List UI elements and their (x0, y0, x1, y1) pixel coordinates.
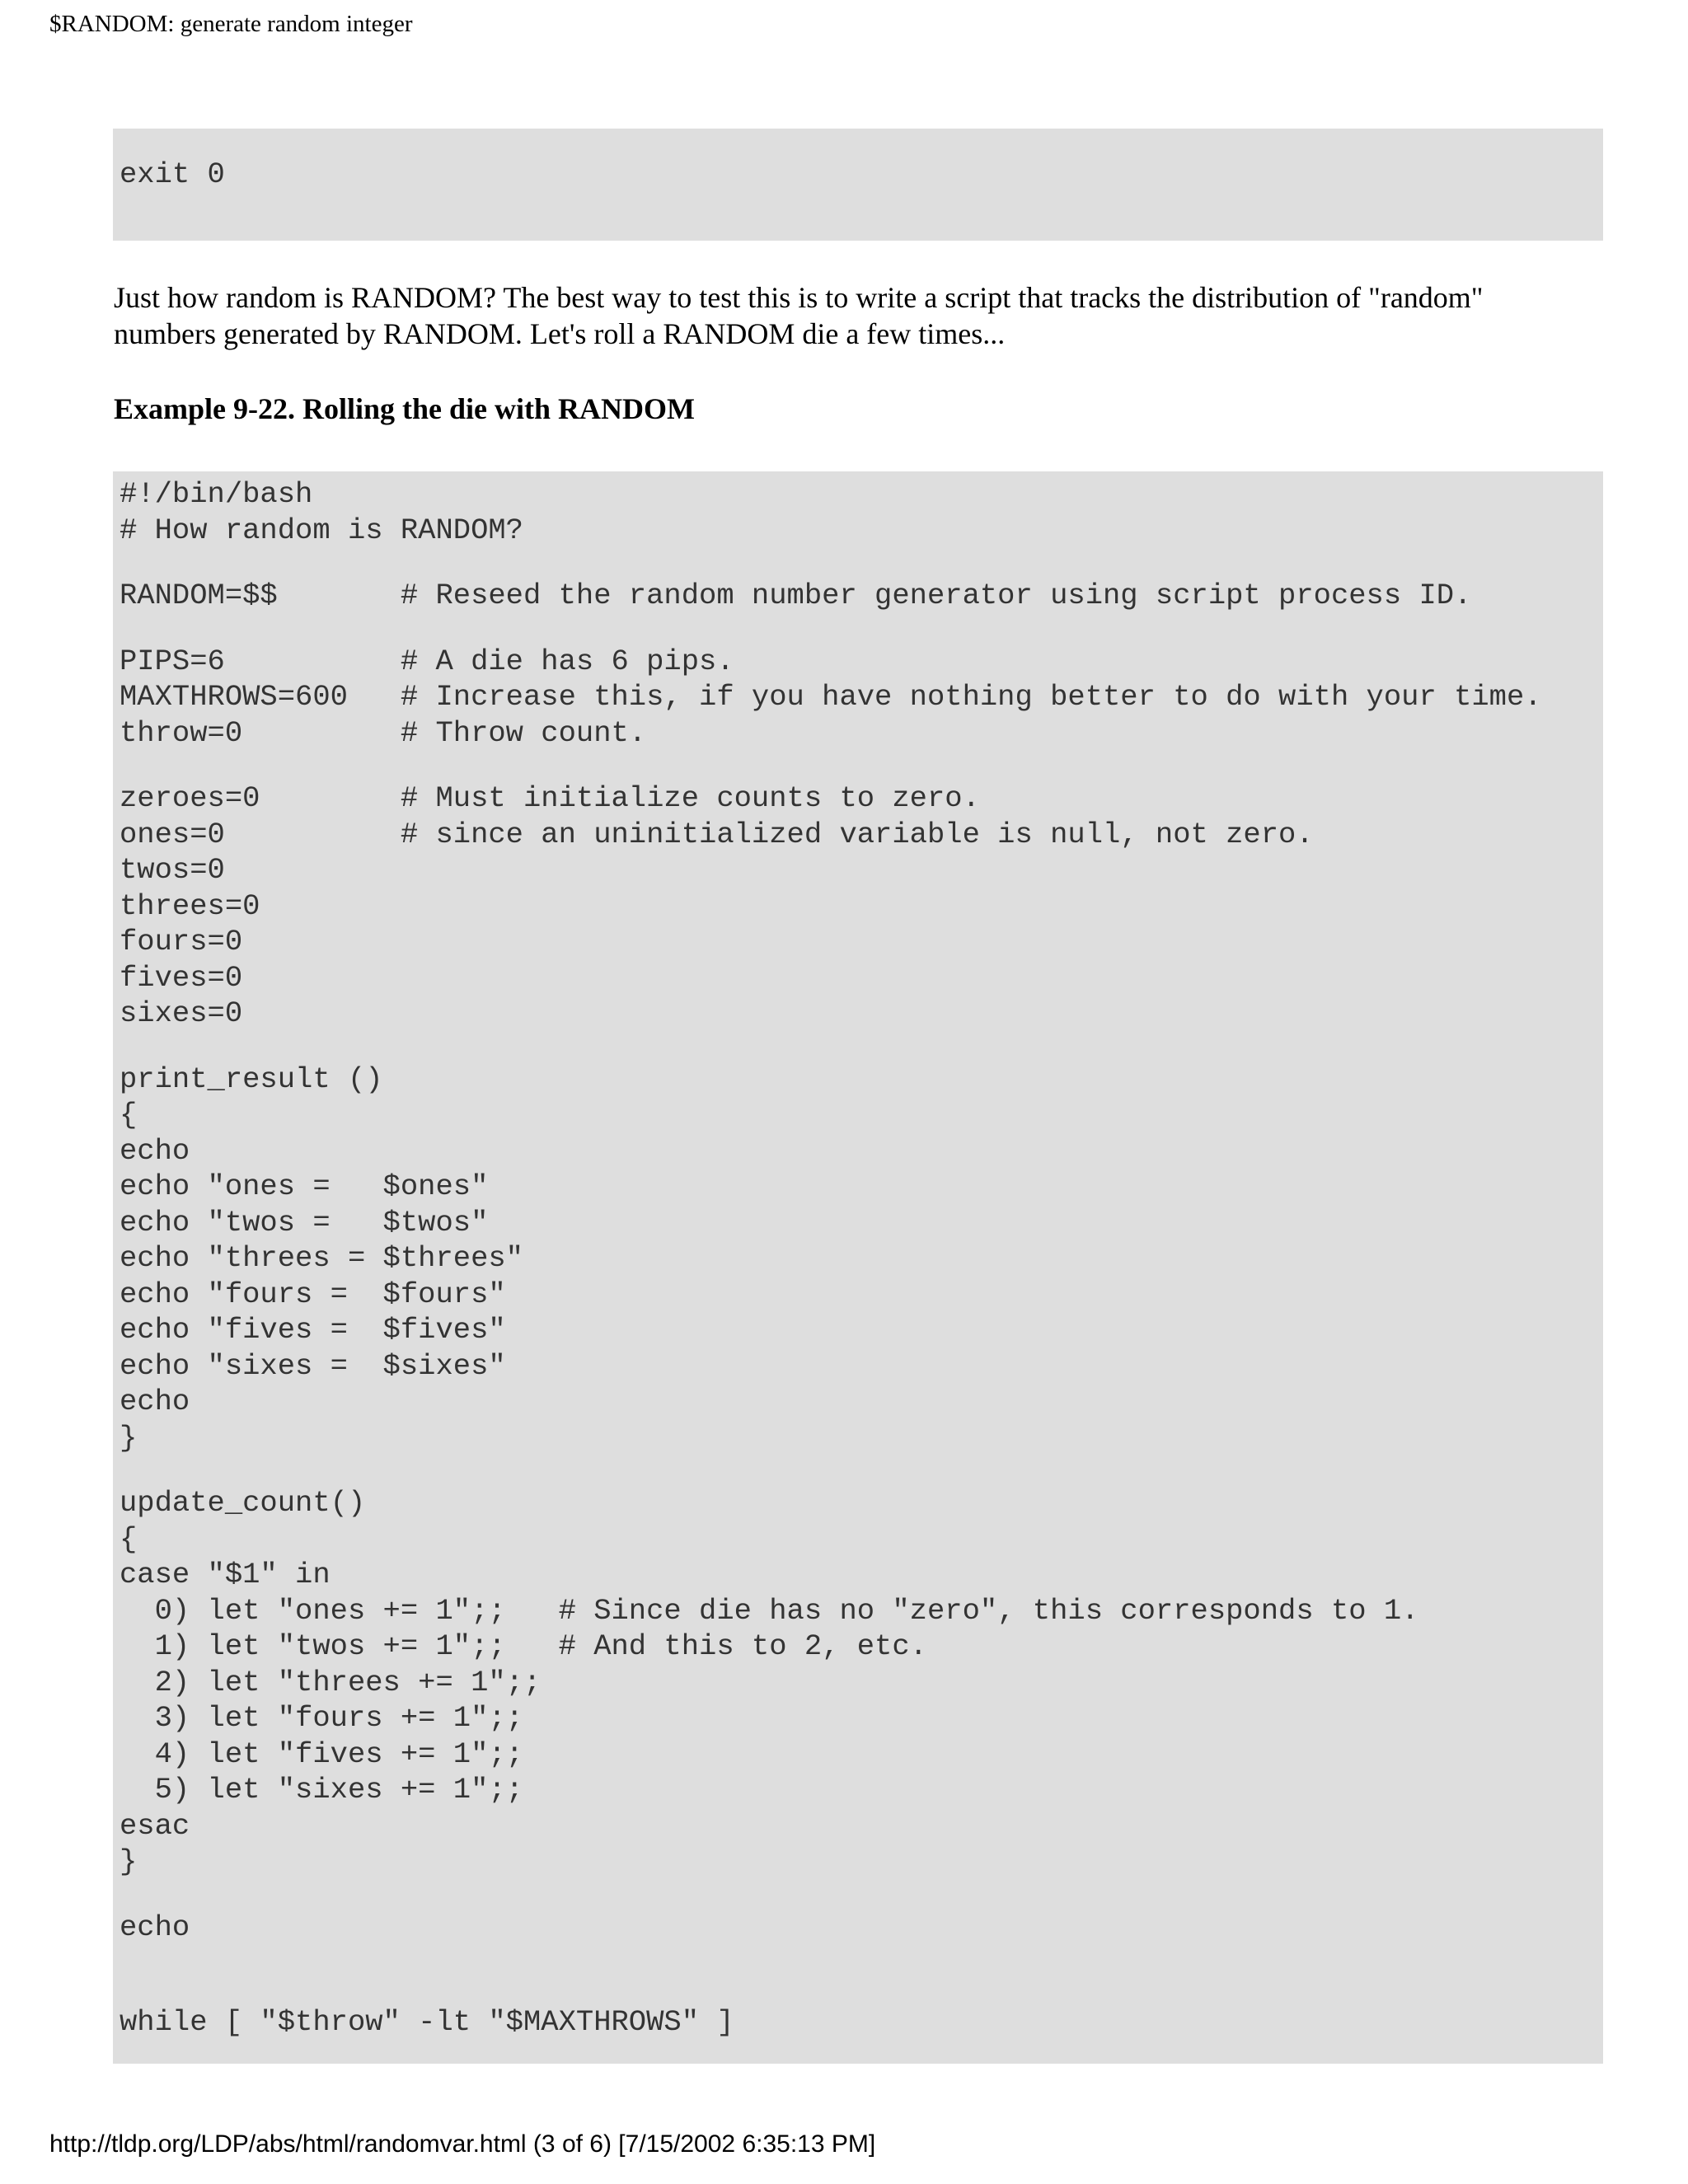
code-line: 3) let "fours += 1";; (120, 1701, 523, 1735)
code-line: zeroes=0 # Must initialize counts to zero. (120, 781, 980, 815)
code-line: esac (120, 1808, 190, 1843)
code-line: 4) let "fives += 1";; (120, 1736, 523, 1771)
code-line: echo "ones = $ones" (120, 1169, 489, 1203)
code-line: # How random is RANDOM? (120, 513, 523, 547)
code-line: echo "sixes = $sixes" (120, 1348, 506, 1383)
code-line: fives=0 (120, 960, 243, 995)
code-line: 1) let "twos += 1";; # And this to 2, etc. (120, 1629, 927, 1663)
running-header: $RANDOM: generate random integer (49, 11, 413, 37)
code-line: { (120, 1521, 138, 1556)
code-line: PIPS=6 # A die has 6 pips. (120, 644, 734, 678)
code-line: echo (120, 1385, 190, 1418)
running-footer-url: http://tldp.org/LDP/abs/html/randomvar.html (3 of 6) [7/15/2002 6:35:13 PM] (49, 2130, 876, 2158)
code-line: echo "twos = $twos" (120, 1205, 489, 1240)
code-line: echo "fives = $fives" (120, 1313, 506, 1347)
code-line: print_result () (120, 1062, 383, 1096)
code-line: fours=0 (120, 925, 243, 958)
code-blank-line (120, 1455, 1603, 1485)
code-line: 0) let "ones += 1";; # Since die has no "zero", this corresponds to 1. (120, 1593, 1419, 1628)
code-line: 2) let "threes += 1";; (120, 1665, 542, 1699)
code-line: 5) let "sixes += 1";; (120, 1773, 523, 1807)
example-title: Example 9-22. Rolling the die with RANDOM (114, 392, 695, 425)
code-line: } (120, 1420, 138, 1455)
code-block-rolling-die (113, 471, 1603, 2064)
code-line: echo "threes = $threes" (120, 1241, 523, 1275)
code-line: RANDOM=$$ # Reseed the random number generator using script process ID. (120, 579, 1472, 612)
code-blank-line (120, 1032, 1603, 1062)
code-line: update_count() (120, 1486, 366, 1520)
code-line: exit 0 (120, 157, 225, 191)
code-line: } (120, 1844, 138, 1878)
code-line: twos=0 (120, 853, 225, 887)
code-line: echo (120, 1910, 190, 1944)
code-blank-line (120, 751, 1603, 780)
intro-paragraph: Just how random is RANDOM? The best way to test this is to write a script that tracks the distribution of "random" numbers generated by RANDOM. Let's roll a RANDOM die a few times... (114, 281, 1484, 350)
code-block-exit (113, 129, 1603, 241)
code-line: echo "fours = $fours" (120, 1277, 506, 1311)
code-line: threes=0 (120, 888, 260, 923)
code-line: echo (120, 1133, 190, 1168)
code-blank-line (120, 1945, 1603, 2004)
code-line: case "$1" in (120, 1558, 331, 1591)
code-blank-line (120, 614, 1603, 644)
code-line: #!/bin/bash (120, 477, 313, 511)
code-line: throw=0 # Throw count. (120, 715, 647, 750)
code-line: ones=0 # since an uninitialized variable is null, not zero. (120, 817, 1314, 851)
code-line: while [ "$throw" -lt "$MAXTHROWS" ] (120, 2005, 734, 2039)
code-blank-line (120, 548, 1603, 578)
code-line: sixes=0 (120, 996, 243, 1030)
code-blank-line (120, 1880, 1603, 1910)
code-line: MAXTHROWS=600 # Increase this, if you have nothing better to do with your time. (120, 680, 1542, 714)
code-line: { (120, 1098, 138, 1132)
